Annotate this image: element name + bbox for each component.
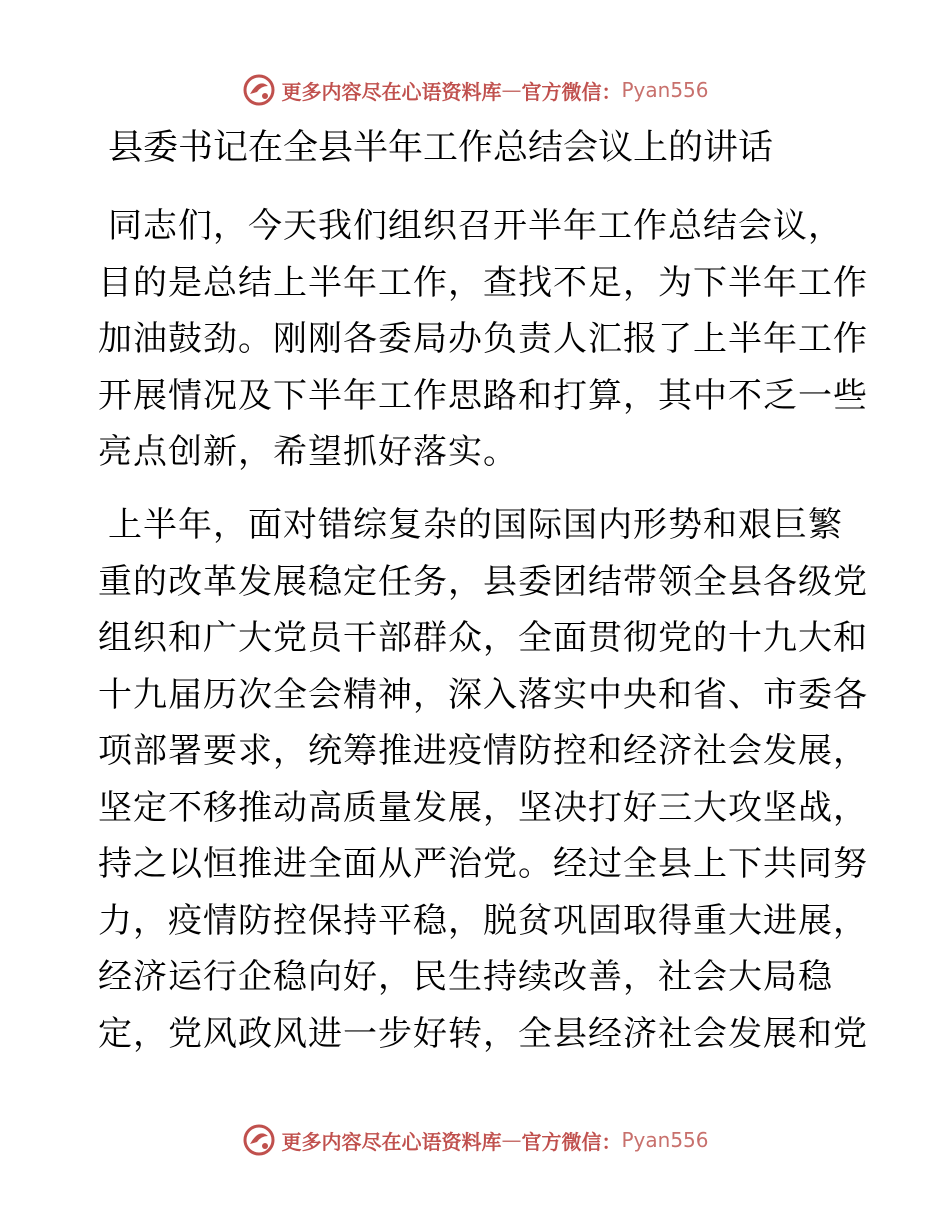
paragraph-line: 持之以恒推进全面从严治党。经过全县上下共同努	[98, 844, 868, 884]
brand-logo-icon	[241, 1122, 277, 1158]
watermark-sub-text: 官方微信：	[521, 79, 622, 104]
paragraph-line: 力，疫情防控保持平稳，脱贫巩固取得重大进展，	[98, 900, 868, 941]
paragraph-line: 经济运行企稳向好，民生持续改善，社会大局稳	[98, 957, 833, 997]
watermark-sub-text: 官方微信：	[521, 1129, 622, 1154]
watermark-id-text: Pyan556	[621, 1128, 709, 1152]
footer-watermark	[0, 1120, 950, 1160]
paragraph-2	[98, 497, 868, 1062]
watermark-id-text: Pyan556	[621, 78, 709, 102]
paragraph-line: 亮点创新，希望抓好落实。	[98, 432, 518, 472]
paragraph-line: 重的改革发展稳定任务，县委团结带领全县各级党	[98, 561, 868, 602]
brand-logo-icon	[241, 72, 277, 108]
paragraph-line: 加油鼓劲。刚刚各委局办负责人汇报了上半年工作	[98, 319, 868, 359]
paragraph-line: 组织和广大党员干部群众，全面贯彻党的十九大和	[98, 618, 868, 658]
header-watermark	[0, 70, 950, 110]
watermark-separator: —	[501, 1128, 522, 1152]
paragraph-line: 开展情况及下半年工作思路和打算，其中不乏一些	[98, 375, 868, 416]
paragraph-line: 坚定不移推动高质量发展，坚决打好三大攻坚战，	[98, 787, 868, 828]
watermark-separator: —	[501, 78, 522, 102]
paragraph-1	[98, 198, 868, 481]
document-title: 县委书记在全县半年工作总结会议上的讲话	[108, 128, 774, 168]
paragraph-line: 十九届历次全会精神，深入落实中央和省、市委各	[98, 674, 868, 715]
paragraph-line: 同志们，今天我们组织召开半年工作总结会议，	[108, 206, 843, 246]
paragraph-line: 定，党风政风进一步好转，全县经济社会发展和党	[98, 1013, 868, 1054]
paragraph-line: 上半年，面对错综复杂的国际国内形势和艰巨繁	[108, 505, 843, 545]
watermark-main-text: 更多内容尽在心语资料库	[281, 79, 502, 104]
paragraph-line: 项部署要求，统筹推进疫情防控和经济社会发展，	[98, 731, 868, 771]
watermark-main-text: 更多内容尽在心语资料库	[281, 1129, 502, 1154]
paragraph-line: 目的是总结上半年工作，查找不足，为下半年工作	[98, 262, 868, 303]
